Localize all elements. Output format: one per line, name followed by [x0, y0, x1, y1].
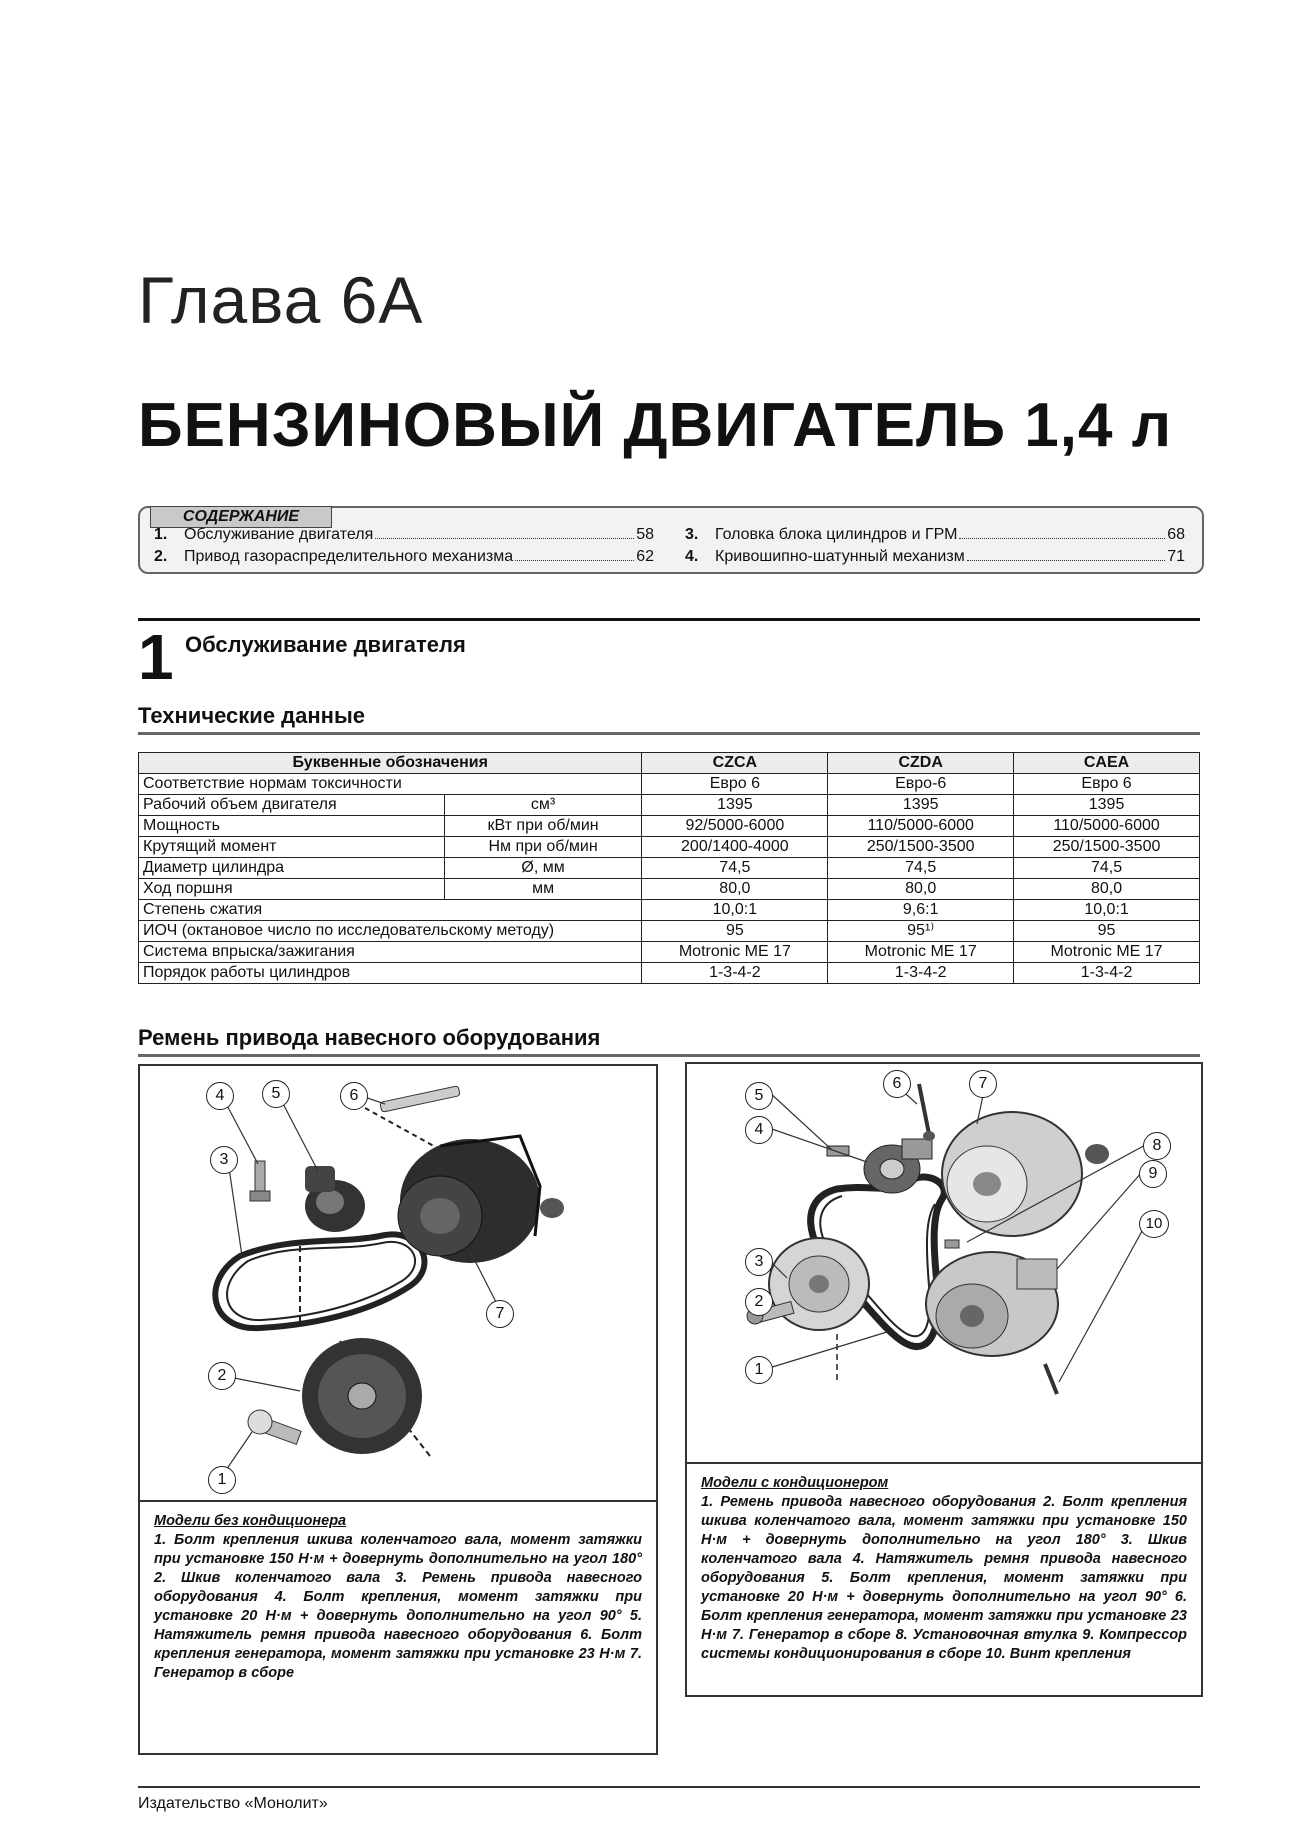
- contents-item[interactable]: [154, 526, 654, 544]
- generator-icon: [398, 1136, 564, 1263]
- value-cell: 74,5: [642, 858, 828, 879]
- callout-2: 2: [208, 1362, 236, 1390]
- tech-data-heading: Технические данные: [138, 703, 365, 728]
- table-row: [139, 816, 1200, 837]
- param-cell: Рабочий объем двигателя: [139, 795, 445, 816]
- heading-rule: [138, 1054, 1200, 1057]
- value-cell: 1-3-4-2: [642, 963, 828, 984]
- callout-1: 1: [745, 1356, 773, 1384]
- footer-publisher: Издательство «Монолит»: [138, 1795, 328, 1812]
- contents-item-page: 58: [636, 526, 654, 543]
- bolt-icon: [1045, 1364, 1057, 1394]
- crankshaft-pulley-icon: [302, 1338, 422, 1454]
- bolt-icon: [250, 1161, 270, 1201]
- value-cell: 1-3-4-2: [1014, 963, 1200, 984]
- table-row: [139, 879, 1200, 900]
- contents-item-num: 4.: [685, 548, 699, 565]
- belt-diagram-left: [140, 1066, 656, 1496]
- callout-8: 8: [1143, 1132, 1171, 1160]
- value-cell: 74,5: [828, 858, 1014, 879]
- table-header-cell: CZDA: [828, 753, 1014, 774]
- table-row: [139, 921, 1200, 942]
- section-title: Обслуживание двигателя: [185, 632, 466, 657]
- param-cell: Порядок работы цилиндров: [139, 963, 642, 984]
- value-cell: 1-3-4-2: [828, 963, 1014, 984]
- value-cell: 1395: [1014, 795, 1200, 816]
- table-row: [139, 774, 1200, 795]
- callout-2: 2: [745, 1288, 773, 1316]
- callout-10: 10: [1139, 1210, 1169, 1238]
- chapter-label: Глава 6А: [138, 263, 424, 337]
- table-header-cell: CZCA: [642, 753, 828, 774]
- contents-item-text: Головка блока цилиндров и ГРМ: [715, 526, 958, 543]
- belt-panel-right: [685, 1062, 1203, 1697]
- caption-text: 1. Ремень привода навесного оборудования 2. Болт крепления шкива коленчатого вала, момент затяжки при установке 150 Н·м + довернуть дополнительно на угол 180° 3. Шкив коленчатого вала 4. Натяжитель ремня привода навесного оборудования 5. Болт крепления, момент затяжки при установке 20 Н·м + довернуть дополнительно на угол 90° 6. Болт крепления генератора, момент затяжки при установке 23 Н·м 7. Генератор в сборе 8. Установочная втулка 9. Компрессор системы кондиционирования в сборе 10. Винт крепления: [701, 1494, 1187, 1662]
- dot-leader: [515, 548, 634, 561]
- value-cell: 9,6:1: [828, 900, 1014, 921]
- contents-label: СОДЕРЖАНИЕ: [150, 506, 332, 528]
- value-cell: 80,0: [828, 879, 1014, 900]
- callout-3: 3: [210, 1146, 238, 1174]
- tensioner-icon: [305, 1166, 365, 1232]
- contents-item-num: 3.: [685, 526, 699, 543]
- value-cell: Евро 6: [642, 774, 828, 795]
- table-header-cell: CAEA: [1014, 753, 1200, 774]
- dot-leader: [967, 548, 1166, 561]
- tech-data-table: [138, 752, 1200, 984]
- value-cell: 95: [642, 921, 828, 942]
- dot-leader: [375, 526, 634, 539]
- value-cell: 92/5000-6000: [642, 816, 828, 837]
- bolt-icon: [248, 1410, 301, 1444]
- callout-6: 6: [340, 1082, 368, 1110]
- callout-7: 7: [486, 1300, 514, 1328]
- param-cell: Диаметр цилиндра: [139, 858, 445, 879]
- bolt-icon: [380, 1086, 460, 1112]
- section-number: 1: [138, 621, 174, 693]
- contents-item[interactable]: [685, 548, 1185, 566]
- contents-item-num: 1.: [154, 526, 168, 543]
- param-cell: Крутящий момент: [139, 837, 445, 858]
- callout-5: 5: [745, 1082, 773, 1110]
- value-cell: 95: [1014, 921, 1200, 942]
- value-cell: 80,0: [1014, 879, 1200, 900]
- callout-3: 3: [745, 1248, 773, 1276]
- belt-heading: Ремень привода навесного оборудования: [138, 1025, 601, 1050]
- dot-leader: [959, 526, 1165, 539]
- param-cell: Соответствие нормам токсичности: [139, 774, 642, 795]
- value-cell: Евро 6: [1014, 774, 1200, 795]
- value-cell: 10,0:1: [1014, 900, 1200, 921]
- callout-9: 9: [1139, 1160, 1167, 1188]
- caption-title: Модели без кондиционера: [154, 1513, 347, 1529]
- value-cell: Евро-6: [828, 774, 1014, 795]
- table-header-row: [139, 753, 1200, 774]
- section-rule: [138, 618, 1200, 621]
- value-cell: 250/1500-3500: [1014, 837, 1200, 858]
- value-cell: 200/1400-4000: [642, 837, 828, 858]
- param-cell: Система впрыска/зажигания: [139, 942, 642, 963]
- value-cell: 110/5000-6000: [828, 816, 1014, 837]
- ac-compressor-icon: [926, 1252, 1058, 1356]
- unit-cell: Нм при об/мин: [444, 837, 642, 858]
- callout-4: 4: [206, 1082, 234, 1110]
- value-cell: 250/1500-3500: [828, 837, 1014, 858]
- generator-icon: [942, 1112, 1109, 1236]
- value-cell: 1395: [642, 795, 828, 816]
- callout-6: 6: [883, 1070, 911, 1098]
- caption-divider: [140, 1500, 656, 1502]
- contents-item-page: 62: [636, 548, 654, 565]
- unit-cell: Ø, мм: [444, 858, 642, 879]
- value-cell: 80,0: [642, 879, 828, 900]
- callout-7: 7: [969, 1070, 997, 1098]
- value-cell: Motronic ME 17: [828, 942, 1014, 963]
- value-cell: 1395: [828, 795, 1014, 816]
- contents-item-page: 68: [1167, 526, 1185, 543]
- tensioner-icon: [864, 1139, 932, 1193]
- contents-item-text: Обслуживание двигателя: [184, 526, 374, 543]
- callout-1: 1: [208, 1466, 236, 1494]
- value-cell: 110/5000-6000: [1014, 816, 1200, 837]
- table-row: [139, 963, 1200, 984]
- page-title: БЕНЗИНОВЫЙ ДВИГАТЕЛЬ 1,4 л: [138, 391, 1173, 460]
- param-cell: Мощность: [139, 816, 445, 837]
- unit-cell: кВт при об/мин: [444, 816, 642, 837]
- unit-cell: см³: [444, 795, 642, 816]
- value-cell: 95¹⁾: [828, 921, 1014, 942]
- caption-right: [701, 1474, 1187, 1664]
- contents-item-num: 2.: [154, 548, 168, 565]
- footer-rule: [138, 1786, 1200, 1788]
- contents-item[interactable]: [154, 548, 654, 566]
- param-cell: ИОЧ (октановое число по исследовательскому методу): [139, 921, 642, 942]
- table-row: [139, 837, 1200, 858]
- contents-item-text: Привод газораспределительного механизма: [184, 548, 514, 565]
- contents-item-text: Кривошипно-шатунный механизм: [715, 548, 965, 565]
- caption-left: [154, 1512, 642, 1683]
- heading-rule: [138, 732, 1200, 735]
- table-row: [139, 900, 1200, 921]
- value-cell: 10,0:1: [642, 900, 828, 921]
- caption-divider: [687, 1462, 1201, 1464]
- table-row: [139, 942, 1200, 963]
- contents-item[interactable]: [685, 526, 1185, 544]
- callout-5: 5: [262, 1080, 290, 1108]
- value-cell: Motronic ME 17: [1014, 942, 1200, 963]
- caption-text: 1. Болт крепления шкива коленчатого вала, момент затяжки при установке 150 Н·м + довернуть дополнительно на угол 180° 2. Шкив коленчатого вала 3. Ремень привода навесного оборудования 4. Болт крепления, момент затяжки при установке 20 Н·м + довернуть дополнительно на угол 90° 5. Натяжитель ремня привода навесного оборудования 6. Болт крепления генератора, момент затяжки при установке 23 Н·м 7. Генератор в сборе: [154, 1532, 642, 1681]
- param-cell: Ход поршня: [139, 879, 445, 900]
- value-cell: 74,5: [1014, 858, 1200, 879]
- table-header-cell: Буквенные обозначения: [139, 753, 642, 774]
- table-row: [139, 858, 1200, 879]
- belt-panel-left: [138, 1064, 658, 1755]
- unit-cell: мм: [444, 879, 642, 900]
- contents-item-page: 71: [1167, 548, 1185, 565]
- value-cell: Motronic ME 17: [642, 942, 828, 963]
- param-cell: Степень сжатия: [139, 900, 642, 921]
- caption-title: Модели с кондиционером: [701, 1475, 889, 1491]
- sleeve-icon: [945, 1240, 959, 1248]
- contents-box: [138, 506, 1204, 574]
- table-row: [139, 795, 1200, 816]
- callout-4: 4: [745, 1116, 773, 1144]
- bolt-icon: [919, 1084, 935, 1141]
